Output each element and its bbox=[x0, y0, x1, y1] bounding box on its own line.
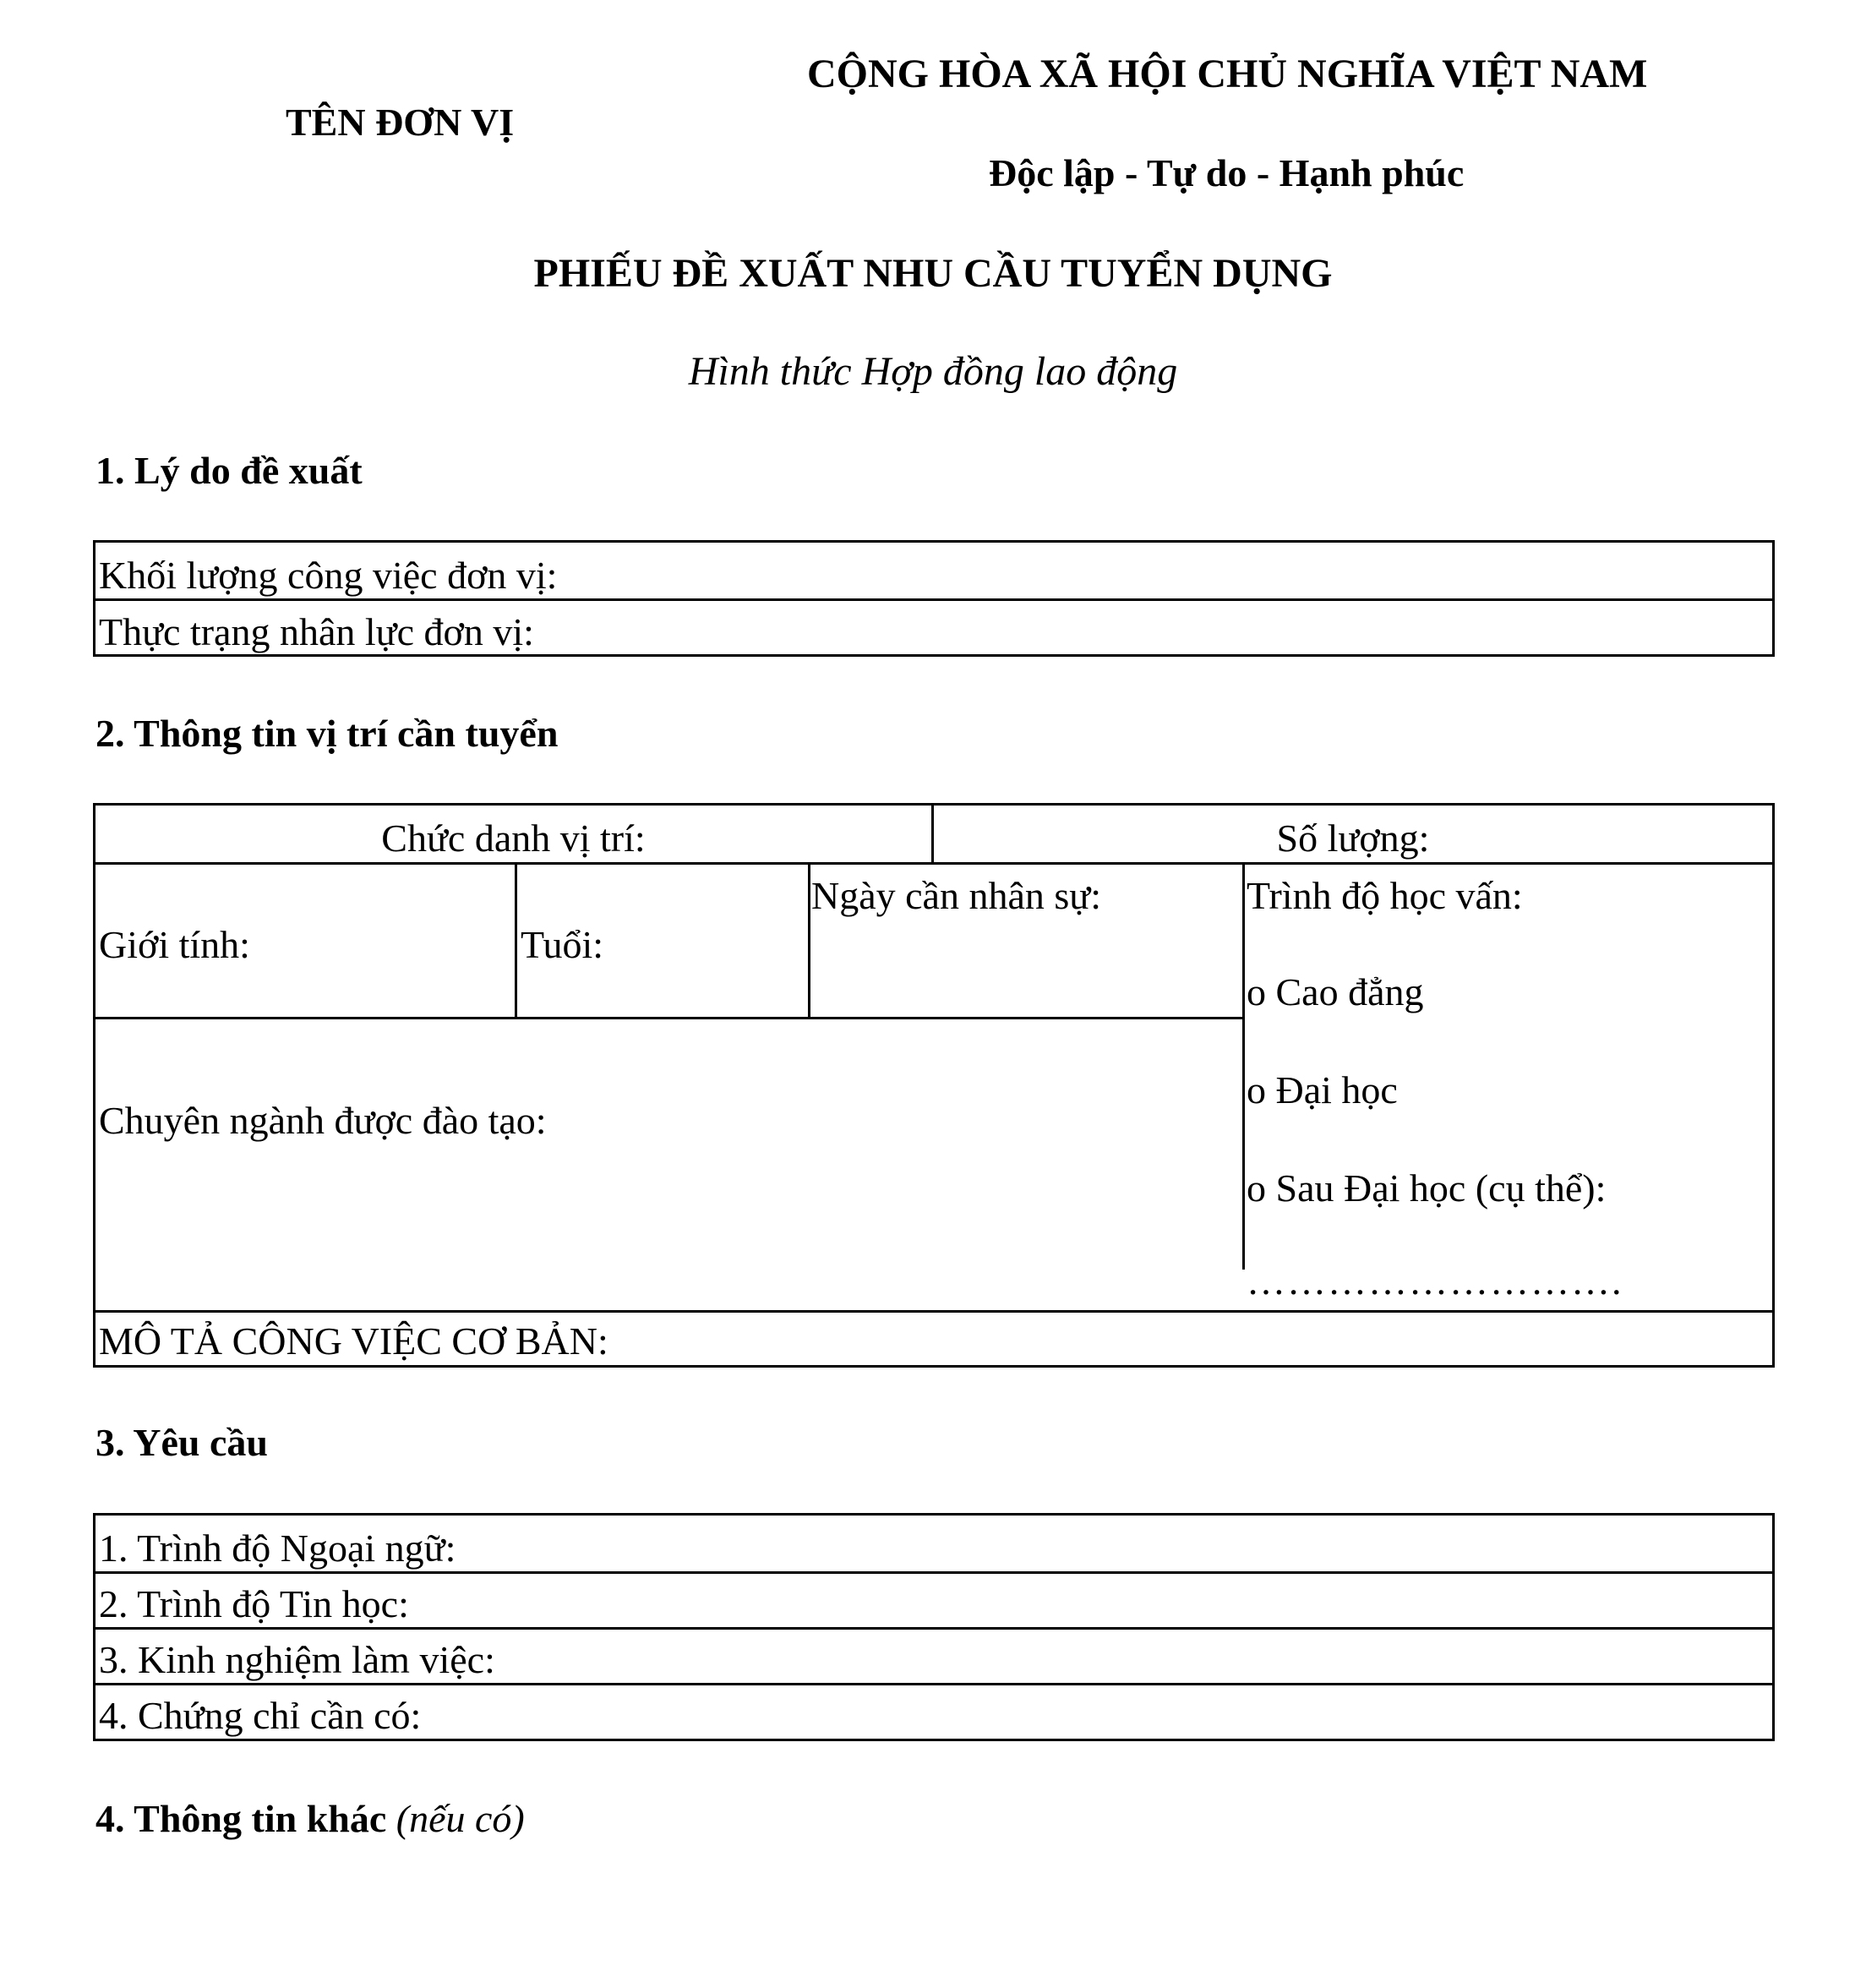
divider bbox=[95, 1310, 1772, 1313]
education-detail-dots: ………………………. bbox=[1247, 1259, 1623, 1303]
education-option-college[interactable]: o Cao đẳng bbox=[1247, 970, 1424, 1013]
education-option-university[interactable]: o Đại học bbox=[1247, 1068, 1398, 1111]
divider bbox=[95, 862, 1772, 865]
major-field[interactable]: Chuyên ngành được đào tạo: bbox=[99, 1099, 547, 1142]
certificates-field[interactable]: 4. Chứng chỉ cần có: bbox=[99, 1694, 422, 1737]
education-label: Trình độ học vấn: bbox=[1247, 874, 1523, 917]
section-4-note: (nếu có) bbox=[396, 1797, 525, 1840]
national-motto: Độc lập - Tự do - Hạnh phúc bbox=[989, 151, 1465, 194]
section-4-heading bbox=[95, 1796, 525, 1841]
quantity-field[interactable]: Số lượng: bbox=[1276, 816, 1430, 860]
national-title: CỘNG HÒA XÃ HỘI CHỦ NGHĨA VIỆT NAM bbox=[807, 52, 1648, 96]
divider bbox=[95, 1627, 1772, 1630]
divider bbox=[95, 1571, 1772, 1574]
position-table bbox=[93, 803, 1775, 1368]
section-4-title: 4. Thông tin khác bbox=[95, 1797, 387, 1840]
education-option-postgraduate[interactable]: o Sau Đại học (cụ thể): bbox=[1247, 1166, 1607, 1210]
divider bbox=[95, 1017, 1242, 1019]
foreign-language-field[interactable]: 1. Trình độ Ngoại ngữ: bbox=[99, 1526, 456, 1570]
job-description-field[interactable]: MÔ TẢ CÔNG VIỆC CƠ BẢN: bbox=[99, 1319, 608, 1363]
divider bbox=[808, 862, 810, 1019]
divider bbox=[1242, 862, 1245, 1270]
section-3-heading: 3. Yêu cầu bbox=[95, 1421, 269, 1464]
position-title-field[interactable]: Chức danh vị trí: bbox=[381, 816, 646, 860]
requirements-table bbox=[93, 1513, 1775, 1741]
divider bbox=[515, 862, 517, 1019]
staffing-status-field[interactable]: Thực trạng nhân lực đơn vị: bbox=[99, 610, 534, 653]
age-field[interactable]: Tuổi: bbox=[521, 923, 604, 966]
reason-table bbox=[93, 540, 1775, 657]
section-1-heading: 1. Lý do đề xuất bbox=[95, 449, 363, 492]
gender-field[interactable]: Giới tính: bbox=[99, 923, 250, 966]
form-subtitle: Hình thức Hợp đồng lao động bbox=[688, 349, 1178, 394]
unit-name: TÊN ĐƠN VỊ bbox=[286, 101, 515, 144]
date-needed-field[interactable]: Ngày cần nhân sự: bbox=[811, 874, 1102, 917]
divider bbox=[95, 1683, 1772, 1685]
section-2-heading: 2. Thông tin vị trí cần tuyển bbox=[95, 712, 559, 755]
workload-field[interactable]: Khối lượng công việc đơn vị: bbox=[99, 554, 558, 597]
work-experience-field[interactable]: 3. Kinh nghiệm làm việc: bbox=[99, 1638, 495, 1681]
form-title: PHIẾU ĐỀ XUẤT NHU CẦU TUYỂN DỤNG bbox=[533, 251, 1333, 296]
it-skills-field[interactable]: 2. Trình độ Tin học: bbox=[99, 1582, 409, 1625]
divider bbox=[95, 598, 1772, 601]
